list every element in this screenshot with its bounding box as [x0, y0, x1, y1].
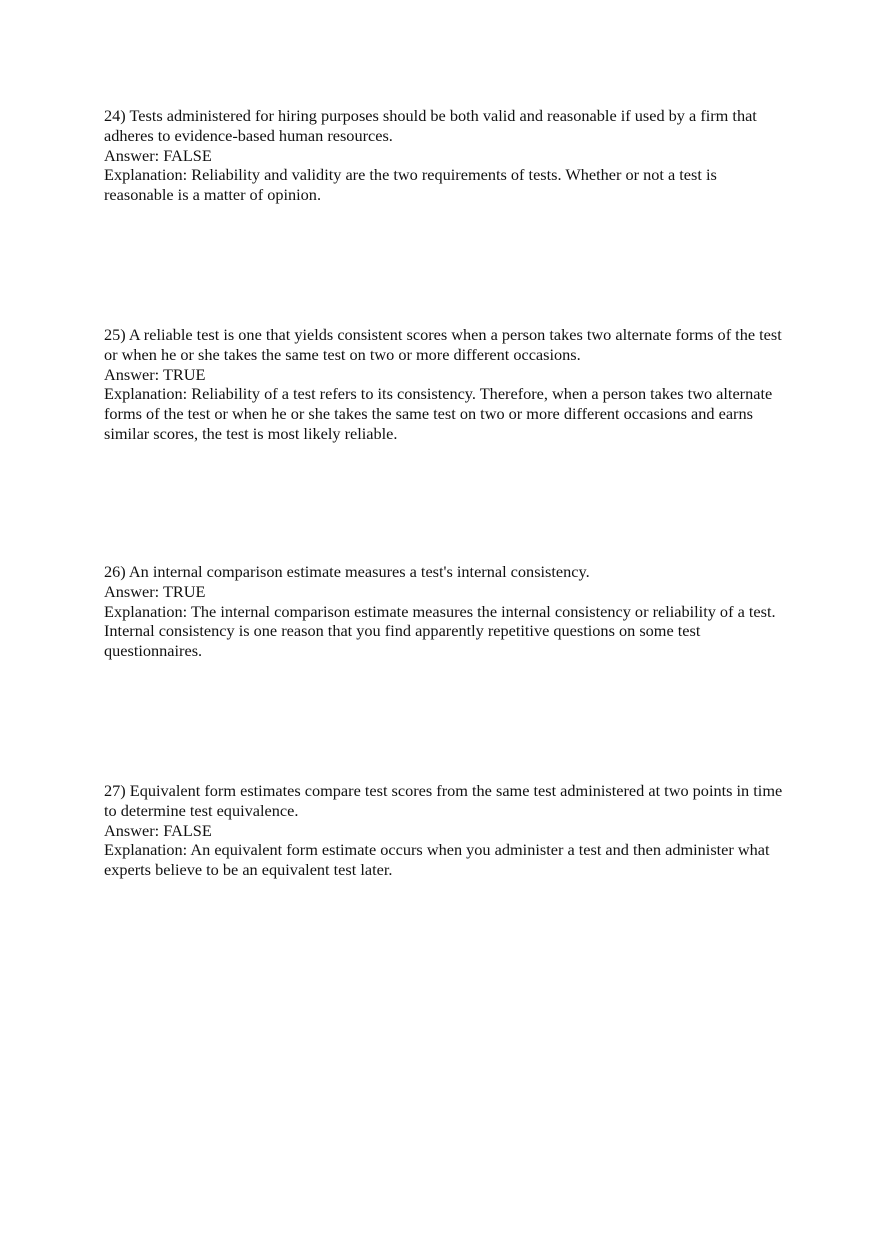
question-answer: Answer: FALSE — [104, 145, 212, 165]
question-27 — [104, 781, 784, 880]
question-explanation: Explanation: The internal comparison estimate measures the internal consistency or reliability of a test. Internal consistency is one reason that you find apparently repetitive questions on some test questionnaires. — [104, 601, 776, 661]
question-answer: Answer: TRUE — [104, 581, 206, 601]
question-explanation: Explanation: An equivalent form estimate occurs when you administer a test and then administer what experts believe to be an equivalent test later. — [104, 840, 770, 880]
question-prompt: 24) Tests administered for hiring purposes should be both valid and reasonable if used by a firm that adheres to evidence-based human resources. — [104, 106, 757, 145]
question-answer: Answer: FALSE — [104, 820, 212, 840]
question-answer: Answer: TRUE — [104, 364, 206, 384]
question-26 — [104, 562, 784, 661]
question-prompt: 26) An internal comparison estimate measures a test's internal consistency. — [104, 562, 590, 581]
question-24 — [104, 106, 784, 205]
question-prompt: 25) A reliable test is one that yields consistent scores when a person takes two alternate forms of the test or when he or she takes the same test on two or more different occasions. — [104, 325, 782, 364]
question-prompt: 27) Equivalent form estimates compare test scores from the same test administered at two points in time to determine test equivalence. — [104, 781, 783, 820]
question-25 — [104, 325, 784, 444]
question-explanation: Explanation: Reliability of a test refers to its consistency. Therefore, when a person takes two alternate forms of the test or when he or she takes the same test on two or more different occasions and earns similar scores, the test is most likely reliable. — [104, 384, 773, 443]
question-explanation: Explanation: Reliability and validity are the two requirements of tests. Whether or not a test is reasonable is a matter of opinion. — [104, 165, 717, 205]
